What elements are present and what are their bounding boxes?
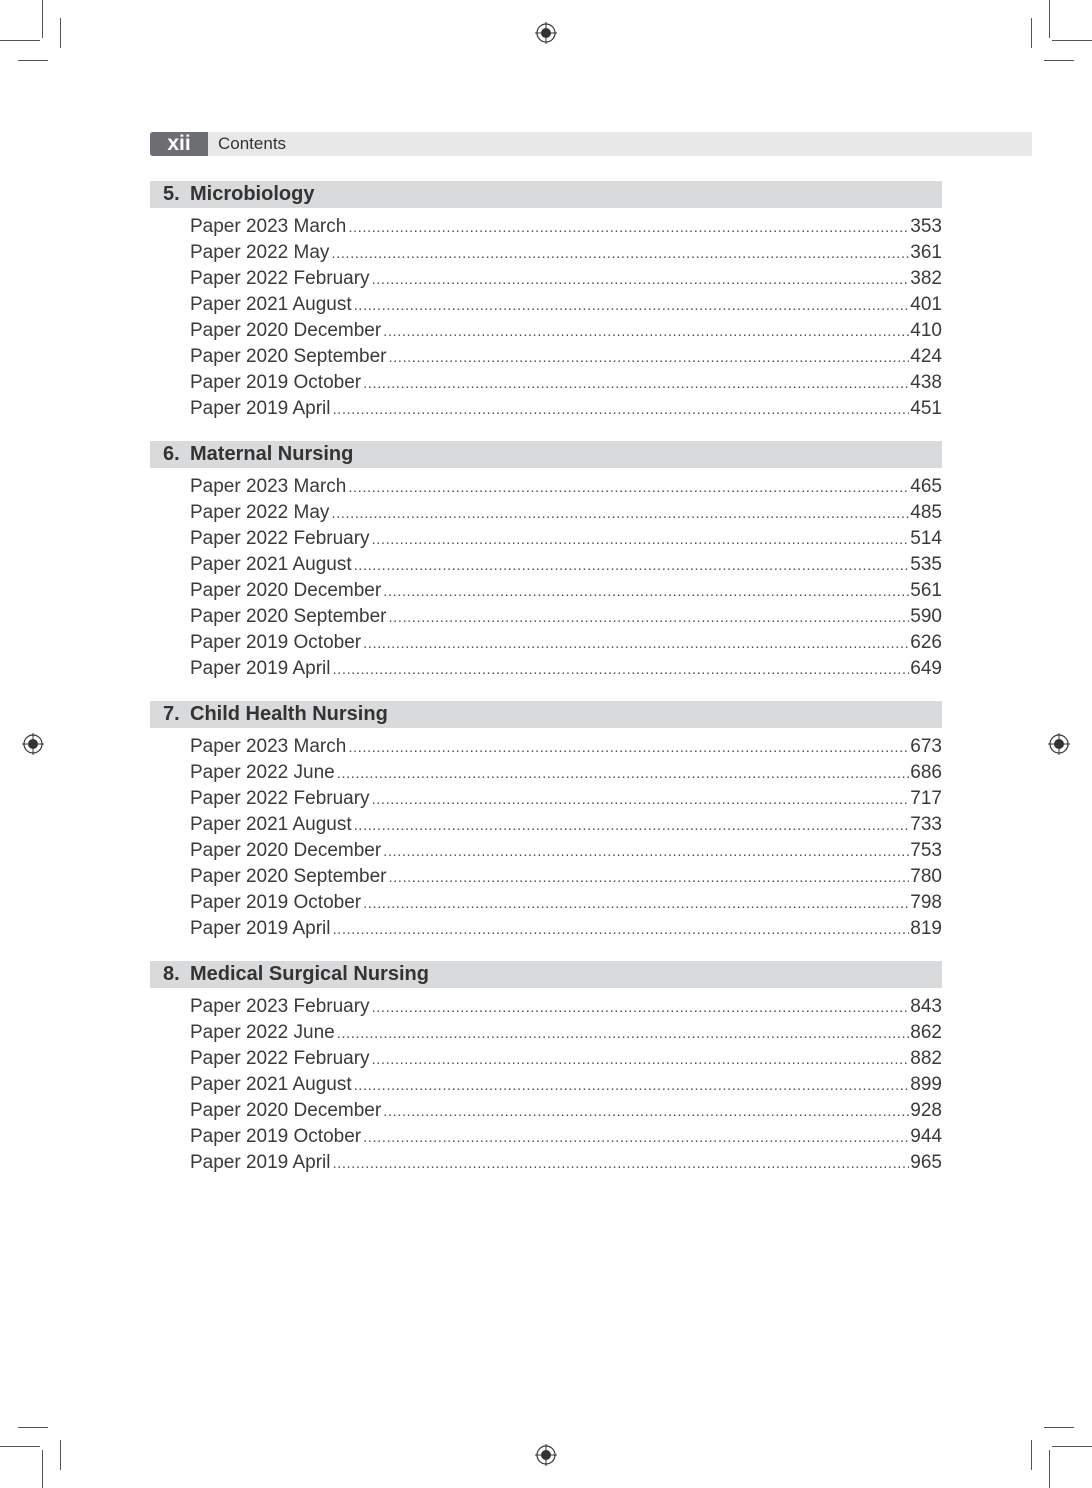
entry-page: 944	[910, 1126, 942, 1147]
entry-list	[150, 734, 942, 942]
dot-leader	[333, 657, 910, 683]
entry-label: Paper 2019 October	[190, 892, 362, 913]
dot-leader	[337, 1021, 910, 1047]
crop-mark	[1049, 1450, 1050, 1488]
crop-mark	[18, 1427, 48, 1428]
dot-leader	[372, 527, 910, 553]
entry-page: 514	[910, 528, 942, 549]
entry-page: 780	[910, 866, 942, 887]
dot-leader	[388, 345, 909, 371]
entry-label: Paper 2022 February	[190, 528, 370, 549]
running-header	[150, 132, 1032, 156]
crop-mark	[0, 1446, 40, 1447]
section-title: Microbiology	[190, 183, 315, 205]
toc-entry[interactable]	[190, 1150, 942, 1176]
dot-leader	[333, 1151, 910, 1177]
entry-label: Paper 2023 March	[190, 476, 347, 497]
toc-entry[interactable]	[190, 630, 942, 656]
entry-label: Paper 2019 October	[190, 372, 362, 393]
crop-mark	[0, 40, 40, 41]
crop-mark	[1044, 1427, 1074, 1428]
dot-leader	[348, 215, 909, 241]
toc-section	[150, 441, 942, 682]
section-number: 5.	[163, 183, 180, 205]
entry-page: 382	[910, 268, 942, 289]
crop-mark	[42, 0, 43, 38]
entry-label: Paper 2023 February	[190, 996, 370, 1017]
dot-leader	[354, 293, 910, 319]
crop-mark	[1049, 0, 1050, 38]
toc-section	[150, 701, 942, 942]
entry-label: Paper 2022 February	[190, 1048, 370, 1069]
toc-entry[interactable]	[190, 760, 942, 786]
toc-entry[interactable]	[190, 344, 942, 370]
entry-label: Paper 2019 April	[190, 918, 331, 939]
entry-label: Paper 2022 February	[190, 788, 370, 809]
entry-label: Paper 2019 April	[190, 658, 331, 679]
entry-label: Paper 2020 September	[190, 346, 387, 367]
entry-page: 424	[910, 346, 942, 367]
entry-label: Paper 2019 April	[190, 1152, 331, 1173]
dot-leader	[383, 579, 909, 605]
crop-mark	[60, 1440, 61, 1470]
section-heading	[150, 181, 942, 208]
section-number: 8.	[163, 963, 180, 985]
entry-page: 590	[910, 606, 942, 627]
crop-mark	[18, 60, 48, 61]
toc-entry[interactable]	[190, 890, 942, 916]
toc-entry[interactable]	[190, 526, 942, 552]
toc-entry[interactable]	[190, 1072, 942, 1098]
section-title: Child Health Nursing	[190, 703, 388, 725]
dot-leader	[354, 813, 910, 839]
dot-leader	[383, 1099, 909, 1125]
page-number: xii	[150, 132, 208, 156]
toc-entry[interactable]	[190, 916, 942, 942]
dot-leader	[348, 735, 909, 761]
dot-leader	[363, 1125, 909, 1151]
entry-label: Paper 2022 May	[190, 502, 330, 523]
crop-mark	[1031, 1440, 1032, 1470]
dot-leader	[354, 553, 910, 579]
toc-entry[interactable]	[190, 578, 942, 604]
toc-entry[interactable]	[190, 474, 942, 500]
toc-entry[interactable]	[190, 240, 942, 266]
entry-label: Paper 2020 December	[190, 1100, 382, 1121]
toc-entry[interactable]	[190, 604, 942, 630]
dot-leader	[331, 501, 909, 527]
entry-label: Paper 2021 August	[190, 1074, 352, 1095]
crop-mark	[1052, 40, 1092, 41]
section-title: Medical Surgical Nursing	[190, 963, 429, 985]
entry-page: 753	[910, 840, 942, 861]
entry-page: 673	[910, 736, 942, 757]
entry-page: 899	[910, 1074, 942, 1095]
entry-page: 485	[910, 502, 942, 523]
entry-label: Paper 2019 April	[190, 398, 331, 419]
dot-leader	[372, 995, 910, 1021]
toc-entry[interactable]	[190, 994, 942, 1020]
toc-entry[interactable]	[190, 1124, 942, 1150]
entry-page: 965	[910, 1152, 942, 1173]
dot-leader	[354, 1073, 910, 1099]
entry-label: Paper 2023 March	[190, 736, 347, 757]
entry-page: 353	[910, 216, 942, 237]
toc-entry[interactable]	[190, 786, 942, 812]
entry-label: Paper 2023 March	[190, 216, 347, 237]
header-title: Contents	[218, 134, 287, 153]
entry-label: Paper 2020 September	[190, 866, 387, 887]
toc-entry[interactable]	[190, 656, 942, 682]
dot-leader	[333, 397, 910, 423]
toc-entry[interactable]	[190, 812, 942, 838]
section-heading	[150, 961, 942, 988]
toc-entry[interactable]	[190, 838, 942, 864]
toc-entry[interactable]	[190, 734, 942, 760]
section-number: 6.	[163, 443, 180, 465]
entry-label: Paper 2021 August	[190, 814, 352, 835]
registration-mark-icon	[22, 733, 44, 755]
section-heading	[150, 441, 942, 468]
entry-page: 361	[910, 242, 942, 263]
crop-mark	[1052, 1446, 1092, 1447]
toc-entry[interactable]	[190, 370, 942, 396]
dot-leader	[372, 787, 910, 813]
entry-list	[150, 214, 942, 422]
entry-page: 798	[910, 892, 942, 913]
toc-entry[interactable]	[190, 1020, 942, 1046]
entry-label: Paper 2019 October	[190, 632, 362, 653]
dot-leader	[383, 319, 909, 345]
toc-entry[interactable]	[190, 292, 942, 318]
entry-page: 843	[910, 996, 942, 1017]
toc-entry[interactable]	[190, 552, 942, 578]
entry-label: Paper 2022 May	[190, 242, 330, 263]
entry-label: Paper 2020 December	[190, 580, 382, 601]
entry-label: Paper 2021 August	[190, 294, 352, 315]
dot-leader	[388, 605, 909, 631]
toc-entry[interactable]	[190, 500, 942, 526]
entry-page: 451	[910, 398, 942, 419]
dot-leader	[333, 917, 910, 943]
entry-label: Paper 2021 August	[190, 554, 352, 575]
section-heading	[150, 701, 942, 728]
toc-entry[interactable]	[190, 266, 942, 292]
toc-entry[interactable]	[190, 318, 942, 344]
crop-mark	[60, 18, 61, 48]
dot-leader	[348, 475, 909, 501]
entry-page: 410	[910, 320, 942, 341]
registration-mark-icon	[535, 1444, 557, 1466]
crop-mark	[42, 1450, 43, 1488]
entry-page: 862	[910, 1022, 942, 1043]
entry-page: 686	[910, 762, 942, 783]
dot-leader	[363, 631, 909, 657]
entry-page: 882	[910, 1048, 942, 1069]
entry-page: 626	[910, 632, 942, 653]
entry-page: 928	[910, 1100, 942, 1121]
registration-mark-icon	[1048, 733, 1070, 755]
entry-page: 733	[910, 814, 942, 835]
toc-section	[150, 961, 942, 1176]
entry-page: 438	[910, 372, 942, 393]
dot-leader	[363, 371, 909, 397]
entry-page: 819	[910, 918, 942, 939]
entry-label: Paper 2020 December	[190, 840, 382, 861]
toc-section	[150, 181, 942, 422]
crop-mark	[1031, 18, 1032, 48]
entry-page: 465	[910, 476, 942, 497]
entry-label: Paper 2022 February	[190, 268, 370, 289]
entry-page: 535	[910, 554, 942, 575]
entry-label: Paper 2019 October	[190, 1126, 362, 1147]
entry-label: Paper 2020 December	[190, 320, 382, 341]
entry-page: 561	[910, 580, 942, 601]
entry-list	[150, 994, 942, 1176]
entry-label: Paper 2022 June	[190, 762, 335, 783]
entry-page: 649	[910, 658, 942, 679]
section-title: Maternal Nursing	[190, 443, 354, 465]
toc-entry[interactable]	[190, 1098, 942, 1124]
toc-entry[interactable]	[190, 214, 942, 240]
section-number: 7.	[163, 703, 180, 725]
dot-leader	[388, 865, 909, 891]
entry-label: Paper 2022 June	[190, 1022, 335, 1043]
entry-list	[150, 474, 942, 682]
registration-mark-icon	[535, 22, 557, 44]
dot-leader	[363, 891, 909, 917]
dot-leader	[331, 241, 909, 267]
toc-entry[interactable]	[190, 1046, 942, 1072]
dot-leader	[372, 267, 910, 293]
dot-leader	[383, 839, 909, 865]
entry-page: 401	[910, 294, 942, 315]
entry-page: 717	[910, 788, 942, 809]
crop-mark	[1044, 60, 1074, 61]
dot-leader	[337, 761, 910, 787]
entry-label: Paper 2020 September	[190, 606, 387, 627]
dot-leader	[372, 1047, 910, 1073]
toc-entry[interactable]	[190, 864, 942, 890]
toc-entry[interactable]	[190, 396, 942, 422]
